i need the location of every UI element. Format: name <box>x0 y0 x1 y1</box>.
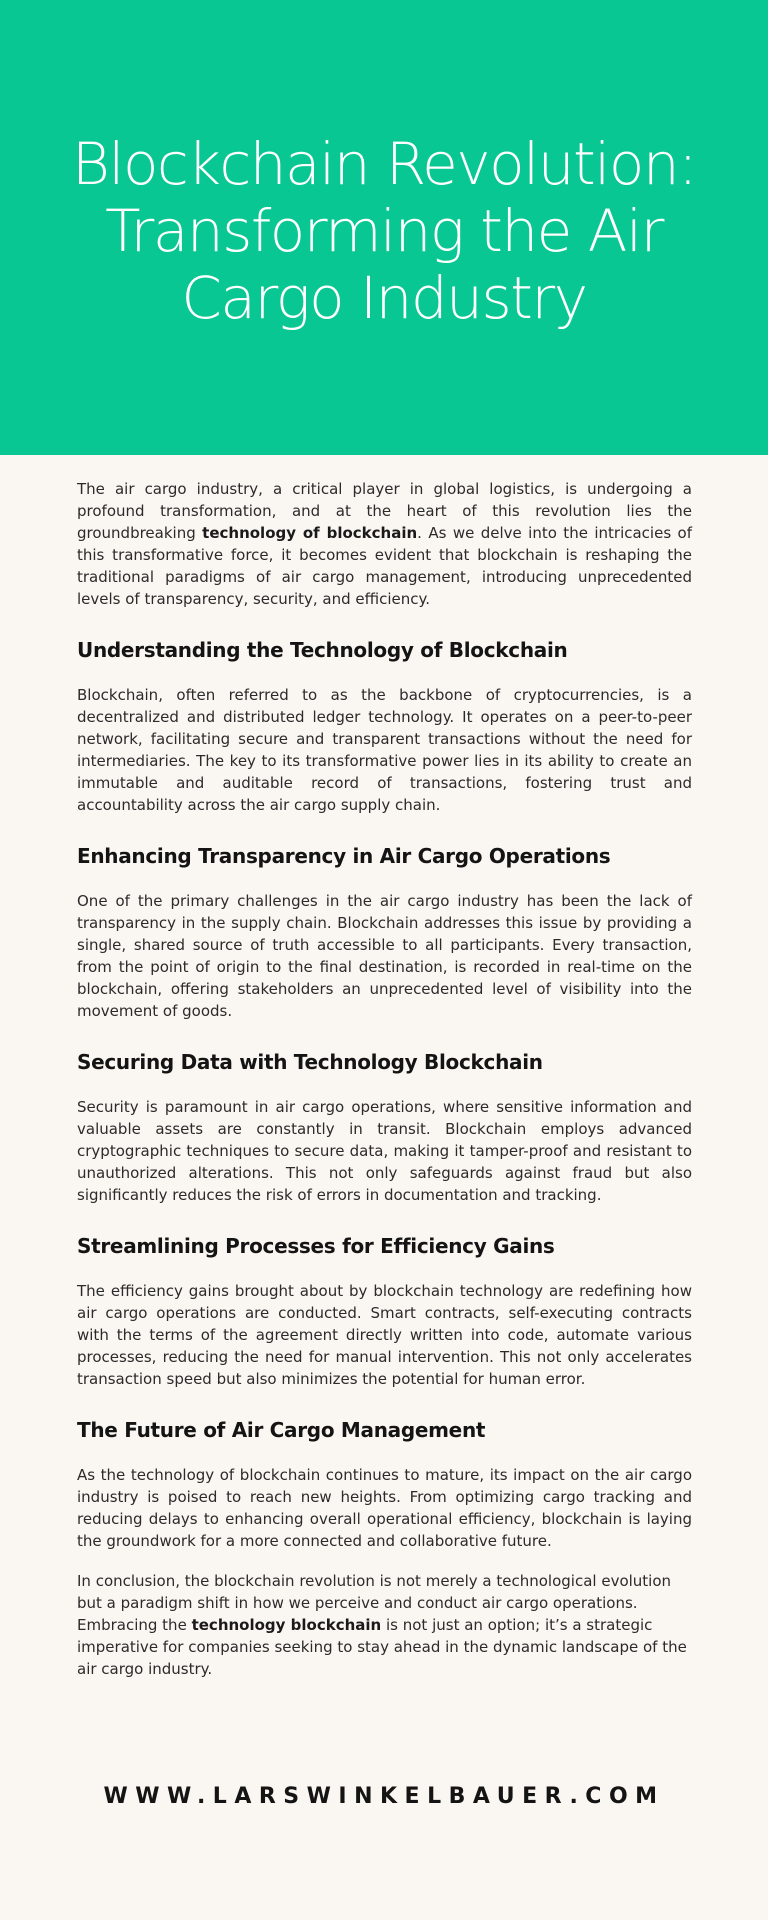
intro-text-start: The air cargo industry, a critical player in global logistics, is undergoing a profound transformation, and at the heart of this revolution lies the groundbreaking <box>77 480 692 542</box>
section-body-future: As the technology of blockchain continues to mature, its impact on the air cargo industry is poised to reach new heights. From optimizing cargo tracking and reducing delays to enhancing overall operational efficiency, blockchain is laying the groundwork for a more connected and collaborative future. <box>77 1466 692 1550</box>
hero-banner <box>0 0 768 455</box>
article-body <box>77 478 692 1680</box>
conclusion-text-start: In conclusion, the blockchain revolution is not merely a technological evolution but a paradigm shift in how we perceive and conduct air cargo operations. Embracing the <box>77 1572 672 1634</box>
section-body-transparency: One of the primary challenges in the air cargo industry has been the lack of transparency in the supply chain. Blockchain addresses this issue by providing a single, shared source of truth accessible to all participants. Every transaction, from the point of origin to the final destination, is recorded in real-time on the blockchain, offering stakeholders an unprecedented level of visibility into the movement of goods. <box>77 892 692 1020</box>
section-body-security: Security is paramount in air cargo operations, where sensitive information and valuable assets are constantly in transit. Blockchain employs advanced cryptographic techniques to secure data, making it tamper-proof and resistant to unauthorized alterations. This not only safeguards against fraud but also significantly reduces the risk of errors in documentation and tracking. <box>77 1098 692 1204</box>
website-url: WWW.LARSWINKELBAUER.COM <box>103 1784 665 1809</box>
section-body-understanding: Blockchain, often referred to as the backbone of cryptocurrencies, is a decentralized and distributed ledger technology. It operates on a peer-to-peer network, facilitating secure and transparent transactions without the need for intermediaries. The key to its transformative power lies in its ability to create an immutable and auditable record of transactions, fostering trust and accountability across the air cargo supply chain. <box>77 686 692 814</box>
section-heading-transparency: Enhancing Transparency in Air Cargo Operations <box>77 844 611 868</box>
conclusion-text-end: is not just an option; it’s a strategic imperative for companies seeking to stay ahead in the dynamic landscape of the air cargo industry. <box>77 1616 687 1678</box>
intro-text-end: . As we delve into the intricacies of this transformative force, it becomes evident that blockchain is reshaping the traditional paradigms of air cargo management, introducing unprecedented levels of transparency, security, and efficiency. <box>77 524 692 608</box>
page-title: Blockchain Revolution: Transforming the Air Cargo Industry <box>71 130 697 332</box>
intro-paragraph <box>77 478 692 610</box>
section-heading-future: The Future of Air Cargo Management <box>77 1418 486 1442</box>
section-heading-security: Securing Data with Technology Blockchain <box>77 1050 543 1074</box>
section-heading-efficiency: Streamlining Processes for Efficiency Gains <box>77 1234 555 1258</box>
section-body-efficiency: The efficiency gains brought about by blockchain technology are redefining how air cargo operations are conducted. Smart contracts, self-executing contracts with the terms of the agreement directly written into code, automate various processes, reducing the need for manual intervention. This not only accelerates transaction speed but also minimizes the potential for human error. <box>77 1282 692 1388</box>
conclusion-bold-phrase: technology blockchain <box>191 1616 382 1634</box>
intro-bold-phrase: technology of blockchain <box>202 524 418 542</box>
section-heading-understanding: Understanding the Technology of Blockchain <box>77 638 568 662</box>
conclusion-paragraph <box>77 1570 692 1680</box>
